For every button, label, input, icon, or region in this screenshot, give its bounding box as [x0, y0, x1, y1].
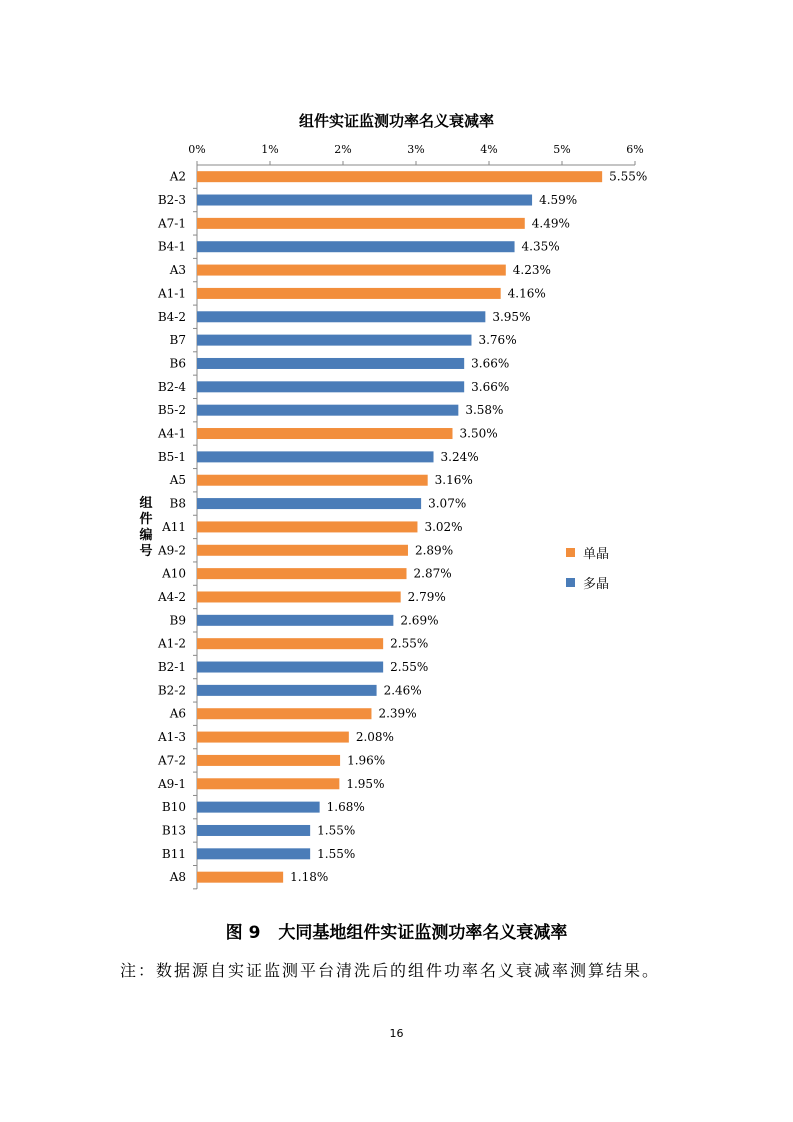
y-tick-label: A1-1 — [158, 286, 186, 301]
data-label: 1.96% — [347, 753, 386, 768]
y-tick-label: A10 — [162, 566, 186, 581]
x-tick-label: 4% — [480, 143, 498, 156]
bar — [197, 288, 501, 299]
legend-swatch-mono — [566, 548, 575, 557]
bar — [197, 825, 310, 836]
bar — [197, 241, 515, 252]
y-tick-label: B7 — [169, 333, 186, 348]
y-tick-label: B11 — [161, 846, 186, 861]
bar — [197, 171, 602, 182]
x-tick-label: 6% — [626, 143, 644, 156]
bar — [197, 708, 371, 719]
data-label: 3.16% — [434, 473, 473, 488]
data-label: 3.66% — [471, 379, 510, 394]
figure-number: 图 9 — [225, 923, 261, 943]
data-label: 1.55% — [317, 823, 356, 838]
bar — [197, 755, 340, 766]
chart-title: 组件实证监测功率名义衰减率 — [298, 112, 494, 130]
bar — [197, 358, 464, 369]
y-tick-label: A2 — [169, 169, 186, 184]
y-tick-label: B9 — [169, 613, 186, 628]
y-tick-label: A3 — [169, 263, 186, 278]
bar — [197, 778, 339, 789]
data-label: 4.49% — [531, 216, 570, 231]
x-tick-label: 3% — [407, 143, 425, 156]
chart-legend — [566, 544, 609, 604]
bar — [197, 218, 525, 229]
bar — [197, 405, 458, 416]
bar — [197, 591, 401, 602]
y-tick-label: B2-2 — [157, 683, 186, 698]
data-label: 3.95% — [492, 309, 531, 324]
data-label: 3.02% — [424, 519, 463, 534]
page-number: 16 — [389, 1027, 404, 1040]
data-label: 5.55% — [609, 169, 648, 184]
bar — [197, 802, 320, 813]
data-label: 1.95% — [346, 776, 385, 791]
bar — [197, 545, 408, 556]
bar — [197, 732, 349, 743]
data-label: 2.89% — [414, 543, 454, 558]
data-label: 2.55% — [390, 636, 429, 651]
x-tick-label: 2% — [334, 143, 352, 156]
y-tick-label: B5-2 — [157, 403, 186, 418]
bar — [197, 335, 471, 346]
y-tick-label: A11 — [162, 519, 186, 534]
bar — [197, 428, 453, 439]
x-tick-label: 1% — [261, 143, 279, 156]
x-tick-label: 0% — [188, 143, 206, 156]
data-label: 3.07% — [428, 496, 467, 511]
data-label: 2.87% — [413, 566, 452, 581]
legend-item-poly — [566, 574, 609, 590]
bar — [197, 615, 393, 626]
y-tick-label: B5-1 — [157, 449, 186, 464]
data-label: 3.24% — [440, 449, 479, 464]
data-label: 3.76% — [478, 333, 517, 348]
y-tick-label: B4-1 — [157, 239, 186, 254]
legend-item-mono — [566, 544, 609, 560]
y-tick-label: A9-2 — [158, 543, 186, 558]
y-tick-label: A1-3 — [158, 730, 186, 745]
figure-caption-text: 大同基地组件实证监测功率名义衰减率 — [278, 923, 568, 943]
x-tick-label: 5% — [553, 143, 571, 156]
data-label: 2.39% — [378, 706, 417, 721]
y-tick-label: B13 — [161, 823, 186, 838]
y-tick-label: A9-1 — [158, 776, 186, 791]
data-label: 2.69% — [400, 613, 439, 628]
y-axis-label: 组件编号 — [139, 496, 153, 559]
figure-note: 注：数据源自实证监测平台清洗后的组件功率名义衰减率测算结果。 — [120, 961, 661, 980]
data-label: 1.68% — [326, 800, 365, 815]
data-label: 1.55% — [317, 846, 356, 861]
legend-swatch-poly — [566, 578, 575, 587]
y-tick-label: A1-2 — [158, 636, 186, 651]
y-tick-label: A6 — [169, 706, 186, 721]
bar — [197, 311, 485, 322]
y-tick-label: A7-2 — [158, 753, 186, 768]
bar — [197, 381, 464, 392]
data-label: 2.08% — [355, 730, 394, 745]
data-label: 1.18% — [290, 870, 329, 885]
y-tick-label: A4-2 — [158, 589, 186, 604]
legend-label-poly: 多晶 — [583, 576, 610, 592]
y-tick-label: B2-4 — [157, 379, 186, 394]
y-tick-label: B8 — [169, 496, 186, 511]
data-label: 3.66% — [471, 356, 510, 371]
data-label: 3.58% — [465, 403, 504, 418]
y-tick-label: B2-3 — [157, 193, 186, 208]
data-label: 2.55% — [390, 660, 429, 675]
bar — [197, 638, 383, 649]
data-label: 4.59% — [539, 193, 578, 208]
y-tick-label: A8 — [169, 870, 186, 885]
y-tick-label: A5 — [169, 473, 186, 488]
bar — [197, 848, 310, 859]
legend-label-mono: 单晶 — [583, 546, 610, 562]
y-tick-label: B10 — [161, 800, 186, 815]
data-label: 2.79% — [407, 589, 446, 604]
data-label: 4.16% — [507, 286, 546, 301]
y-tick-label: B2-1 — [157, 660, 186, 675]
bar — [197, 521, 417, 532]
y-tick-label: A7-1 — [158, 216, 186, 231]
data-label: 4.35% — [521, 239, 560, 254]
data-label: 2.46% — [383, 683, 422, 698]
bar — [197, 498, 421, 509]
bar — [197, 451, 434, 462]
bar — [197, 195, 532, 206]
y-tick-label: B4-2 — [157, 309, 186, 324]
bar — [197, 265, 506, 276]
y-tick-label: B6 — [169, 356, 186, 371]
data-label: 4.23% — [512, 263, 551, 278]
bar — [197, 872, 283, 883]
bar — [197, 662, 383, 673]
figure-caption — [0, 918, 793, 943]
bar — [197, 685, 377, 696]
bar — [197, 475, 428, 486]
y-tick-label: A4-1 — [158, 426, 186, 441]
data-label: 3.50% — [459, 426, 498, 441]
bar — [197, 568, 407, 579]
